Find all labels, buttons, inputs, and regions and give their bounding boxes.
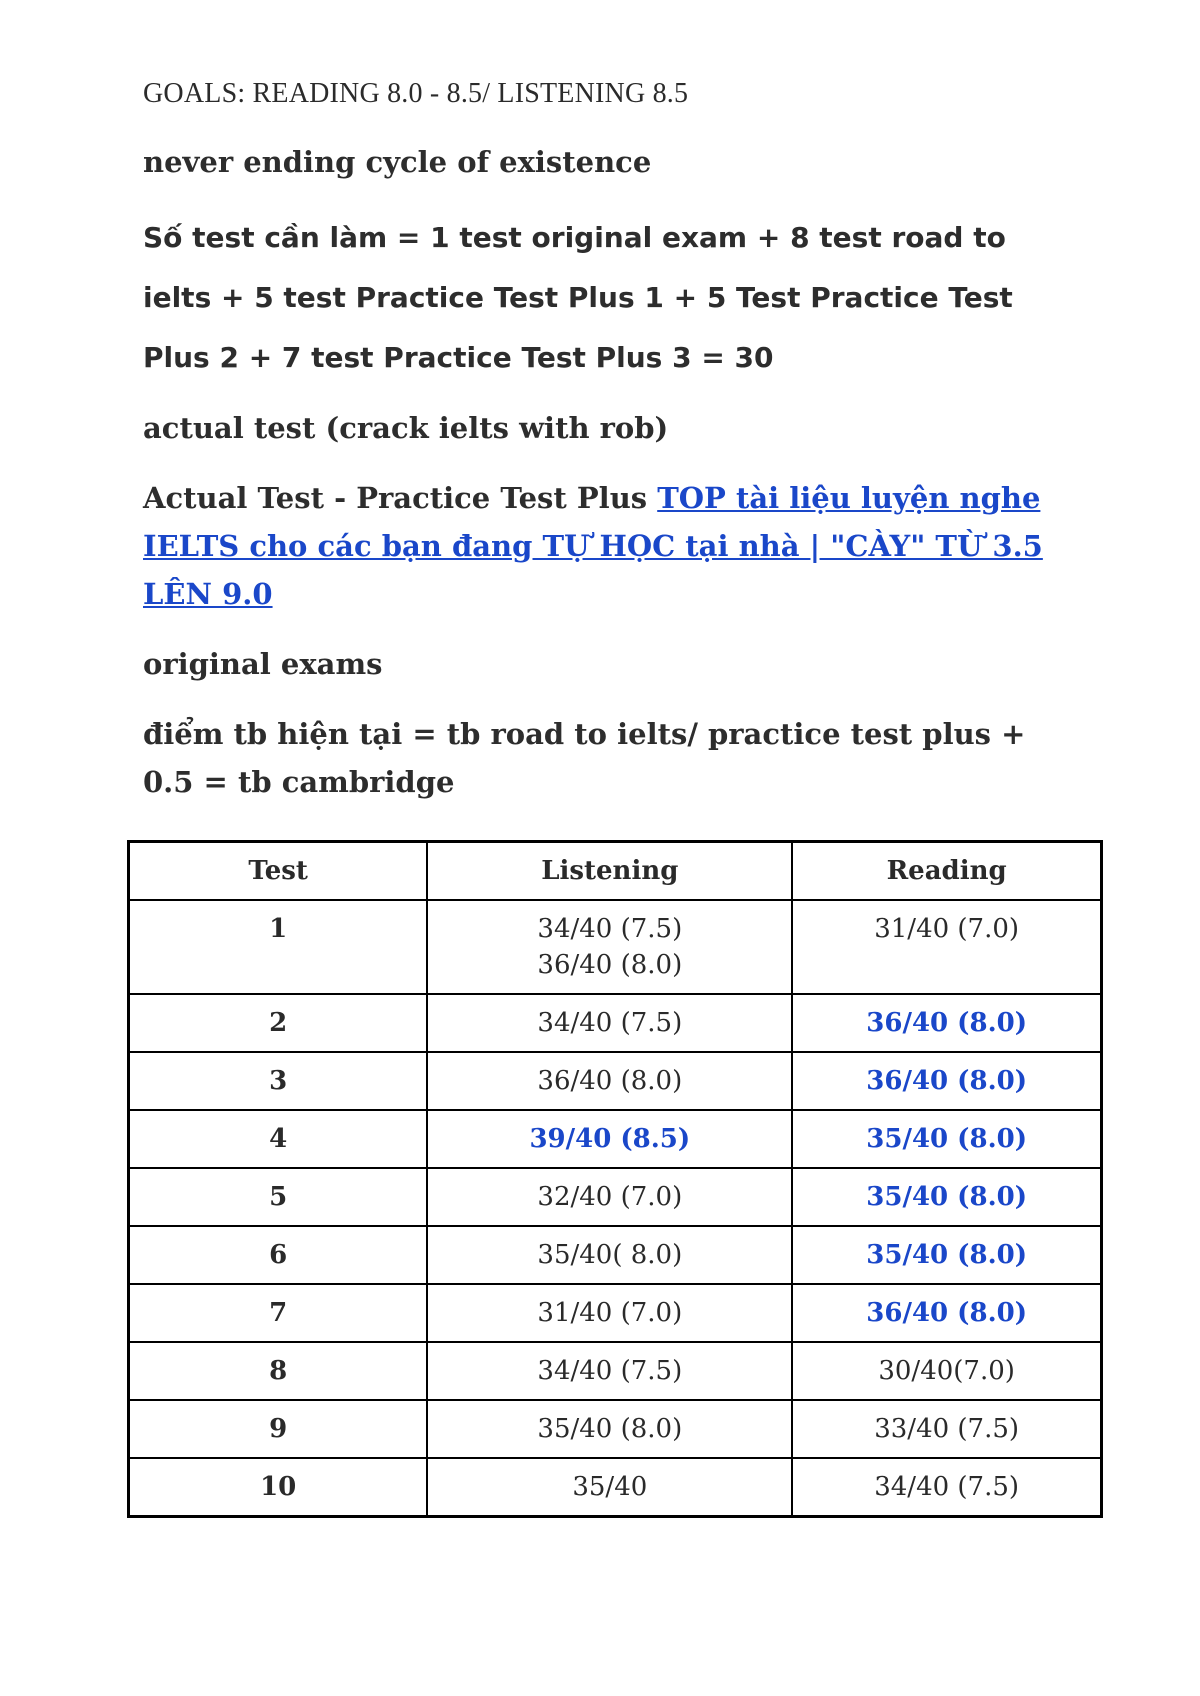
reading-score: 36/40 (8.0) xyxy=(866,1298,1028,1328)
actual-test-prefix: Actual Test - Practice Test Plus xyxy=(143,481,658,515)
listening-score: 34/40 (7.5) xyxy=(537,1008,683,1038)
reading-score: 36/40 (8.0) xyxy=(866,1066,1028,1096)
table-row xyxy=(129,1052,1102,1110)
table-row xyxy=(129,1168,1102,1226)
reading-score: 33/40 (7.5) xyxy=(874,1414,1020,1444)
cell-listening xyxy=(427,1458,792,1517)
cell-listening xyxy=(427,1168,792,1226)
document-body xyxy=(143,68,1083,828)
cell-reading xyxy=(792,1052,1101,1110)
scores-table-wrap xyxy=(127,840,1103,1518)
table-row xyxy=(129,994,1102,1052)
cell-test-number: 8 xyxy=(129,1342,428,1400)
reading-score: 35/40 (8.0) xyxy=(866,1182,1028,1212)
listening-score: 39/40 (8.5) xyxy=(529,1124,691,1154)
original-exams-line: original exams xyxy=(143,647,383,681)
cell-test-number: 4 xyxy=(129,1110,428,1168)
cell-reading xyxy=(792,900,1101,994)
table-row xyxy=(129,1284,1102,1342)
cell-reading xyxy=(792,994,1101,1052)
scores-table xyxy=(127,840,1103,1518)
table-row xyxy=(129,1226,1102,1284)
table-body xyxy=(129,900,1102,1517)
actual-test-paragraph xyxy=(143,474,1083,618)
reading-score: 30/40(7.0) xyxy=(878,1356,1015,1386)
average-note: điểm tb hiện tại = tb road to ielts/ practice test plus + 0.5 = tb cambridge xyxy=(143,717,1026,799)
cell-reading xyxy=(792,1226,1101,1284)
actual-test-line: actual test (crack ielts with rob) xyxy=(143,411,669,445)
goals-line: GOALS: READING 8.0 - 8.5/ LISTENING 8.5 xyxy=(143,78,689,109)
listening-score-retake: 36/40 (8.0) xyxy=(537,950,683,980)
cell-listening xyxy=(427,1342,792,1400)
cell-reading xyxy=(792,1400,1101,1458)
cell-listening xyxy=(427,1284,792,1342)
listening-score: 32/40 (7.0) xyxy=(537,1182,683,1212)
reading-score: 31/40 (7.0) xyxy=(874,914,1020,944)
table-row xyxy=(129,1400,1102,1458)
reading-score: 35/40 (8.0) xyxy=(866,1124,1028,1154)
cell-listening xyxy=(427,900,792,994)
cell-test-number: 10 xyxy=(129,1458,428,1517)
cell-listening xyxy=(427,1226,792,1284)
listening-score: 31/40 (7.0) xyxy=(537,1298,683,1328)
table-row xyxy=(129,1110,1102,1168)
reading-score: 34/40 (7.5) xyxy=(874,1472,1020,1502)
listening-score: 35/40( 8.0) xyxy=(537,1240,683,1270)
cell-listening xyxy=(427,1400,792,1458)
cell-listening xyxy=(427,994,792,1052)
listening-score: 34/40 (7.5) xyxy=(537,914,683,944)
cell-reading xyxy=(792,1284,1101,1342)
table-row xyxy=(129,1458,1102,1517)
cell-reading xyxy=(792,1342,1101,1400)
cell-listening xyxy=(427,1052,792,1110)
table-row xyxy=(129,1342,1102,1400)
cell-test-number: 2 xyxy=(129,994,428,1052)
cell-reading xyxy=(792,1458,1101,1517)
cell-reading xyxy=(792,1168,1101,1226)
cell-test-number: 6 xyxy=(129,1226,428,1284)
listening-resource-link[interactable]: TOP tài liệu luyện nghe IELTS cho các bạn đang TỰ HỌC tại nhà | "CÀY" TỪ 3.5 LÊN 9.0 xyxy=(143,481,1043,611)
table-row xyxy=(129,900,1102,994)
cell-test-number: 7 xyxy=(129,1284,428,1342)
tests-needed-paragraph: Số test cần làm = 1 test original exam + 8 test road to ielts + 5 test Practice Test Plus 1 + 5 Test Practice Test Plus 2 + 7 test Practice Test Plus 3 = 30 xyxy=(143,221,1013,374)
cell-test-number: 1 xyxy=(129,900,428,994)
cell-test-number: 3 xyxy=(129,1052,428,1110)
listening-score: 35/40 xyxy=(572,1472,648,1502)
cell-reading xyxy=(792,1110,1101,1168)
cycle-line: never ending cycle of existence xyxy=(143,145,652,179)
table-header-row xyxy=(129,842,1102,901)
reading-score: 36/40 (8.0) xyxy=(866,1008,1028,1038)
cell-test-number: 9 xyxy=(129,1400,428,1458)
reading-score: 35/40 (8.0) xyxy=(866,1240,1028,1270)
listening-score: 34/40 (7.5) xyxy=(537,1356,683,1386)
cell-listening xyxy=(427,1110,792,1168)
header-reading: Reading xyxy=(792,842,1101,901)
listening-score: 36/40 (8.0) xyxy=(537,1066,683,1096)
cell-test-number: 5 xyxy=(129,1168,428,1226)
listening-score: 35/40 (8.0) xyxy=(537,1414,683,1444)
header-listening: Listening xyxy=(427,842,792,901)
header-test: Test xyxy=(129,842,428,901)
